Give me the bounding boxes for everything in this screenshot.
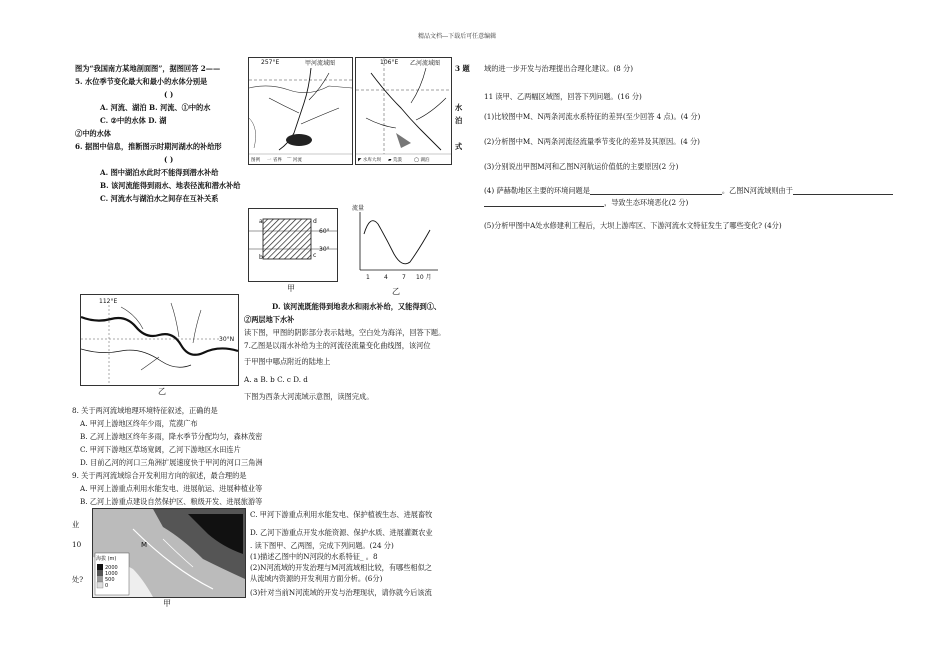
page-header: 精品文档---下载后可任意编辑	[418, 33, 497, 40]
q9-option-c: C. 甲河下游重点利用水能发电、保护植被生态、进展畜牧	[250, 510, 433, 519]
q9-option-c-tail: 业	[72, 520, 80, 529]
elev-1000: 1000	[105, 571, 118, 577]
elevation-map-caption: 甲	[163, 599, 171, 608]
q8-option-d: D. 目前乙河的河口三角洲扩展速度快于甲河的河口三角洲	[80, 458, 263, 467]
q8-option-b: B. 乙河上游地区终年多雨，降水季节分配均匀，森林茂密	[80, 432, 263, 441]
q10-part2: (2)N河流域的开发治理与M河流域相比较，有哪些相似之	[250, 563, 432, 572]
legend-label: 图例	[251, 158, 260, 163]
q8-option-a: A. 甲河上游地区终年少雨，荒漠广布	[80, 419, 198, 428]
jia-river-basin-map	[248, 57, 353, 165]
legend-river: ⌒ 河流	[287, 158, 302, 163]
elevation-map	[92, 508, 246, 598]
q5-tail: 水	[455, 103, 463, 112]
q6-option-d: D. 该河流既能得到地表水和雨水补给，又能得到①、	[272, 302, 442, 311]
jia-caption: 甲	[287, 284, 295, 293]
tick-1: 1	[366, 274, 370, 281]
legend-desert: ▰ 荒漠	[388, 158, 402, 163]
q9-option-b: B. 乙河上游重点建设自然保护区、粮级开发、进展旅游等	[80, 497, 263, 506]
q8-intro: 下图为西条大河流域示意图，读图完成。	[244, 392, 374, 401]
q10-stem: . 读下图甲、乙两图，完成下列问题。(24 分)	[250, 541, 394, 550]
yi-map-title: 乙河流域图	[410, 60, 441, 67]
yi-chart-caption: 乙	[392, 287, 400, 296]
q2-intro: 图为“我国南方某地剖面图”，据图回答 2——	[75, 64, 221, 73]
q10-number: 10	[72, 540, 82, 549]
q5-option-ab: A. 河流、湖泊 B. 河流、①中的水	[100, 103, 211, 112]
q5-option-d-cont: ②中的水体	[75, 129, 111, 138]
point-d: d	[313, 218, 317, 225]
q5-paren: ( )	[164, 90, 174, 99]
q6-option-d-cont: ②两层地下水补	[244, 315, 295, 324]
q7-options: A. a B. b C. c D. d	[244, 375, 308, 384]
legend-province: 一 省界	[267, 158, 282, 163]
river-map-latitude: 30°N	[219, 336, 235, 343]
legend-dam: ◤ 水库大坝	[358, 158, 381, 163]
q8-option-c: C. 甲河下游地区草场宽阔，乙河下游地区水田连片	[80, 445, 241, 454]
point-c: c	[313, 252, 317, 259]
yi-river-basin-map	[355, 57, 452, 165]
tick-7: 7	[402, 274, 406, 281]
q6-paren: ( )	[164, 155, 174, 164]
tick-10: 10 月	[416, 274, 432, 281]
runoff-curve	[364, 221, 430, 264]
q9-stem: 9. 关于两河流域综合开发利用方向的叙述，最合理的是	[72, 471, 247, 480]
elev-0: 0	[105, 583, 109, 589]
q7-stem-cont: 于甲图中哪点附近的陆地上	[244, 357, 331, 366]
q8-stem: 8. 关于两河流域地理环境特征叙述，正确的是	[72, 406, 218, 415]
elev-500: 500	[105, 577, 115, 583]
point-b: b	[259, 254, 263, 261]
q10-part2-side: 处?	[72, 575, 84, 584]
q11-part1: (1)比较图中M、N两条河流水系特征的差异(至少回答 4 点)。(4 分)	[484, 112, 701, 121]
elev-2000: 2000	[105, 565, 118, 571]
lat-60: 60°	[319, 228, 330, 235]
elevation-legend-title: 海拔 (m)	[96, 556, 117, 562]
q6-stem-tail: 式	[455, 142, 463, 151]
q6-option-b: B. 该河流能得到雨水、地表径流和潜水补给	[100, 181, 241, 190]
river-map-caption: 乙	[158, 387, 166, 396]
q11-part3: (3)分别说出甲图M河和乙图N河航运价值低的主要原因(2 分)	[484, 162, 679, 171]
jia-map-title: 甲河流域图	[305, 60, 336, 67]
q5-stem: 5. 水位季节变化最大和最小的水体分别是	[75, 77, 208, 86]
q10-part3-cont: 域的进一步开发与治理提出合理化建议。(8 分)	[484, 64, 634, 73]
q7-stem: 7.乙图是以雨水补给为主的河流径流量变化曲线图，该河位	[244, 341, 431, 350]
runoff-y-label: 流量	[352, 205, 365, 212]
yi-runoff-chart	[350, 202, 442, 284]
lat-30: 30°	[319, 246, 330, 253]
q9-option-a: A. 甲河上游重点利用水能发电、进展航运、进展种植业等	[80, 484, 263, 493]
jia-lat-diagram	[248, 208, 338, 282]
q10-part1: (1)描述乙图中的N河段的水系特征_ 。8	[250, 552, 378, 561]
q9-option-d: D. 乙河下游重点开发水能资源、保护水质、进展灌溉农业	[250, 528, 433, 537]
tick-4: 4	[384, 274, 388, 281]
q6-option-c: C. 河流水与湖泊水之间存在互补关系	[100, 194, 219, 203]
point-a: a	[259, 218, 263, 225]
yi-river-map	[80, 294, 239, 386]
q11-part4: (4) 萨赫勒地区主要的环境问题是 。乙图N河流域则由于	[484, 186, 893, 195]
q7-intro: 读下图，甲图的阴影部分表示陆地，空白处为海洋，回答下题。	[244, 328, 446, 337]
legend-lake: ◯ 湖泊	[414, 158, 430, 163]
q11-part4-cont: ，导致生态环境恶化(2 分)	[484, 198, 688, 207]
q11-stem: 11 读甲、乙两幅区域图，回答下列问题。(16 分)	[484, 92, 642, 101]
q11-part2: (2)分析图中M、N两条河流径流量季节变化的差异及其原因。(4 分)	[484, 137, 700, 146]
river-M-label: M	[141, 541, 148, 549]
q11-part5: (5)分析甲图中A处水修建利工程后，大坝上游库区、下游河流水文特征发生了哪些变化? (4分)	[484, 221, 782, 230]
q5-option-d-tail: 泊	[455, 116, 463, 125]
q5-option-cd: C. ②中的水体 D. 湖	[100, 116, 167, 125]
q2-intro-tail: 3 题	[455, 64, 470, 73]
jia-map-longitude: 257°E	[261, 59, 280, 66]
yi-map-longitude: 106°E	[380, 59, 399, 66]
river-map-longitude: 112°E	[99, 298, 118, 305]
q10-part2-cont: 从流域内资源的开发利用方面分析。(6分)	[250, 574, 383, 583]
q10-part3: (3)针对当前N河流域的开发与治理现状，请你就今后该流	[250, 588, 432, 597]
q6-stem: 6. 据图中信息，推断图示时期河湖水的补给形	[75, 142, 222, 151]
q6-option-a: A. 图中湖泊水此时不能得到潜水补给	[100, 168, 219, 177]
